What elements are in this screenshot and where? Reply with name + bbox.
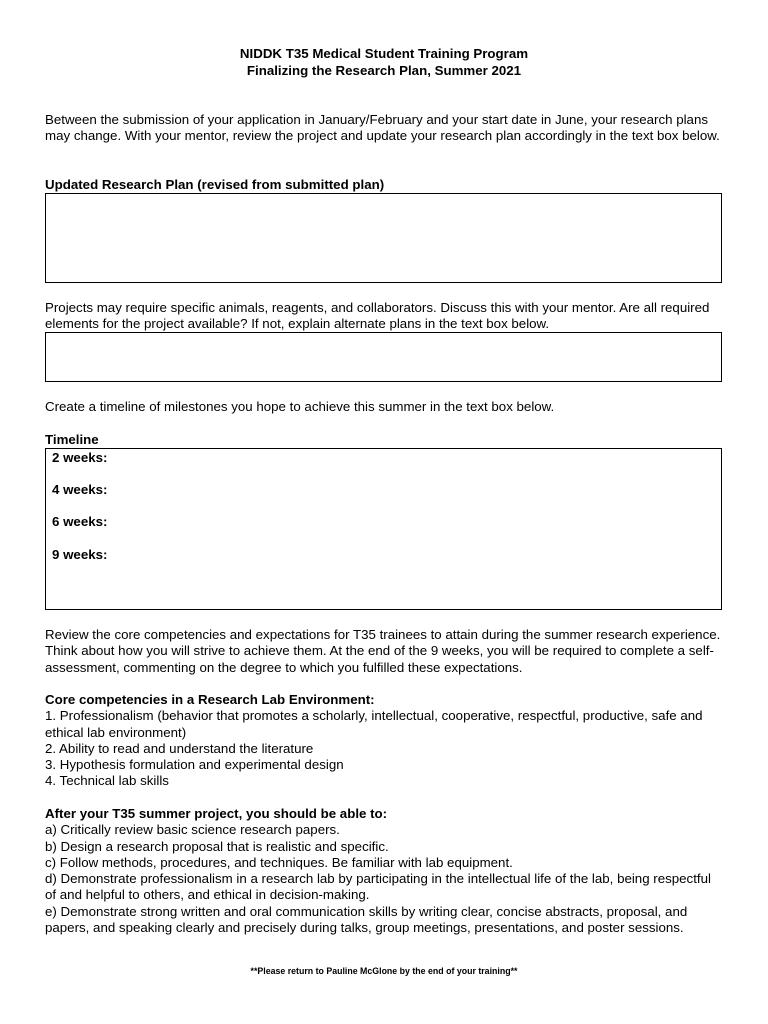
timeline-heading: Timeline <box>45 432 99 447</box>
competency-item: 3. Hypothesis formulation and experimental design <box>45 757 344 773</box>
title-line-2: Finalizing the Research Plan, Summer 2021 <box>246 63 522 78</box>
competency-item: 2. Ability to read and understand the literature <box>45 740 314 756</box>
timeline-item-4-weeks: 4 weeks: <box>52 482 108 497</box>
page-title <box>0 45 768 79</box>
outcome-item: b) Design a research proposal that is realistic and specific. <box>45 838 389 854</box>
footer-note: **Please return to Pauline McGlone by the end of your training** <box>250 966 518 976</box>
timeline-item-2-weeks: 2 weeks: <box>52 450 108 465</box>
outcome-item: d) Demonstrate professionalism in a research lab by participating in the intellectual life of the lab, being respectful of and helpful to others, and ethical in decision-making. <box>45 871 711 903</box>
competency-item: 4. Technical lab skills <box>45 773 169 789</box>
outcomes-heading: After your T35 summer project, you should be able to: <box>45 806 388 821</box>
competency-item: 1. Professionalism (behavior that promotes a scholarly, intellectual, cooperative, respectful, productive, safe and ethical lab environment) <box>45 708 703 740</box>
outcome-item: a) Critically review basic science research papers. <box>45 822 340 838</box>
competencies-section <box>45 692 725 790</box>
research-plan-textbox[interactable] <box>45 193 722 283</box>
projects-paragraph: Projects may require specific animals, reagents, and collaborators. Discuss this with your mentor. Are all required elements for the project available? If not, explain alternate plans in the text box below. <box>45 300 710 332</box>
timeline-item-6-weeks: 6 weeks: <box>52 514 108 529</box>
title-line-1: NIDDK T35 Medical Student Training Program <box>239 46 529 61</box>
competencies-heading: Core competencies in a Research Lab Environment: <box>45 692 375 707</box>
timeline-intro: Create a timeline of milestones you hope to achieve this summer in the text box below. <box>45 399 555 414</box>
review-paragraph: Review the core competencies and expectations for T35 trainees to attain during the summer research experience. Think about how you will strive to achieve them. At the end of the 9 weeks, you will be required to complete a self-assessment, commenting on the degree to which you fulfilled these expectations. <box>45 627 721 675</box>
alternate-plans-textbox[interactable] <box>45 332 722 382</box>
timeline-item-9-weeks: 9 weeks: <box>52 547 108 562</box>
research-plan-heading: Updated Research Plan (revised from submitted plan) <box>45 177 385 192</box>
timeline-textbox[interactable] <box>45 448 722 610</box>
outcomes-section <box>45 806 725 936</box>
outcome-item: e) Demonstrate strong written and oral communication skills by writing clear, concise abstracts, proposal, and papers, and speaking clearly and precisely during talks, group meetings, presentations, and poster sessions. <box>45 903 688 936</box>
intro-paragraph: Between the submission of your application in January/February and your start date in June, your research plans may change. With your mentor, review the project and update your research plan accordingly in the text box below. <box>45 112 720 144</box>
outcome-item: c) Follow methods, procedures, and techniques. Be familiar with lab equipment. <box>45 854 513 870</box>
